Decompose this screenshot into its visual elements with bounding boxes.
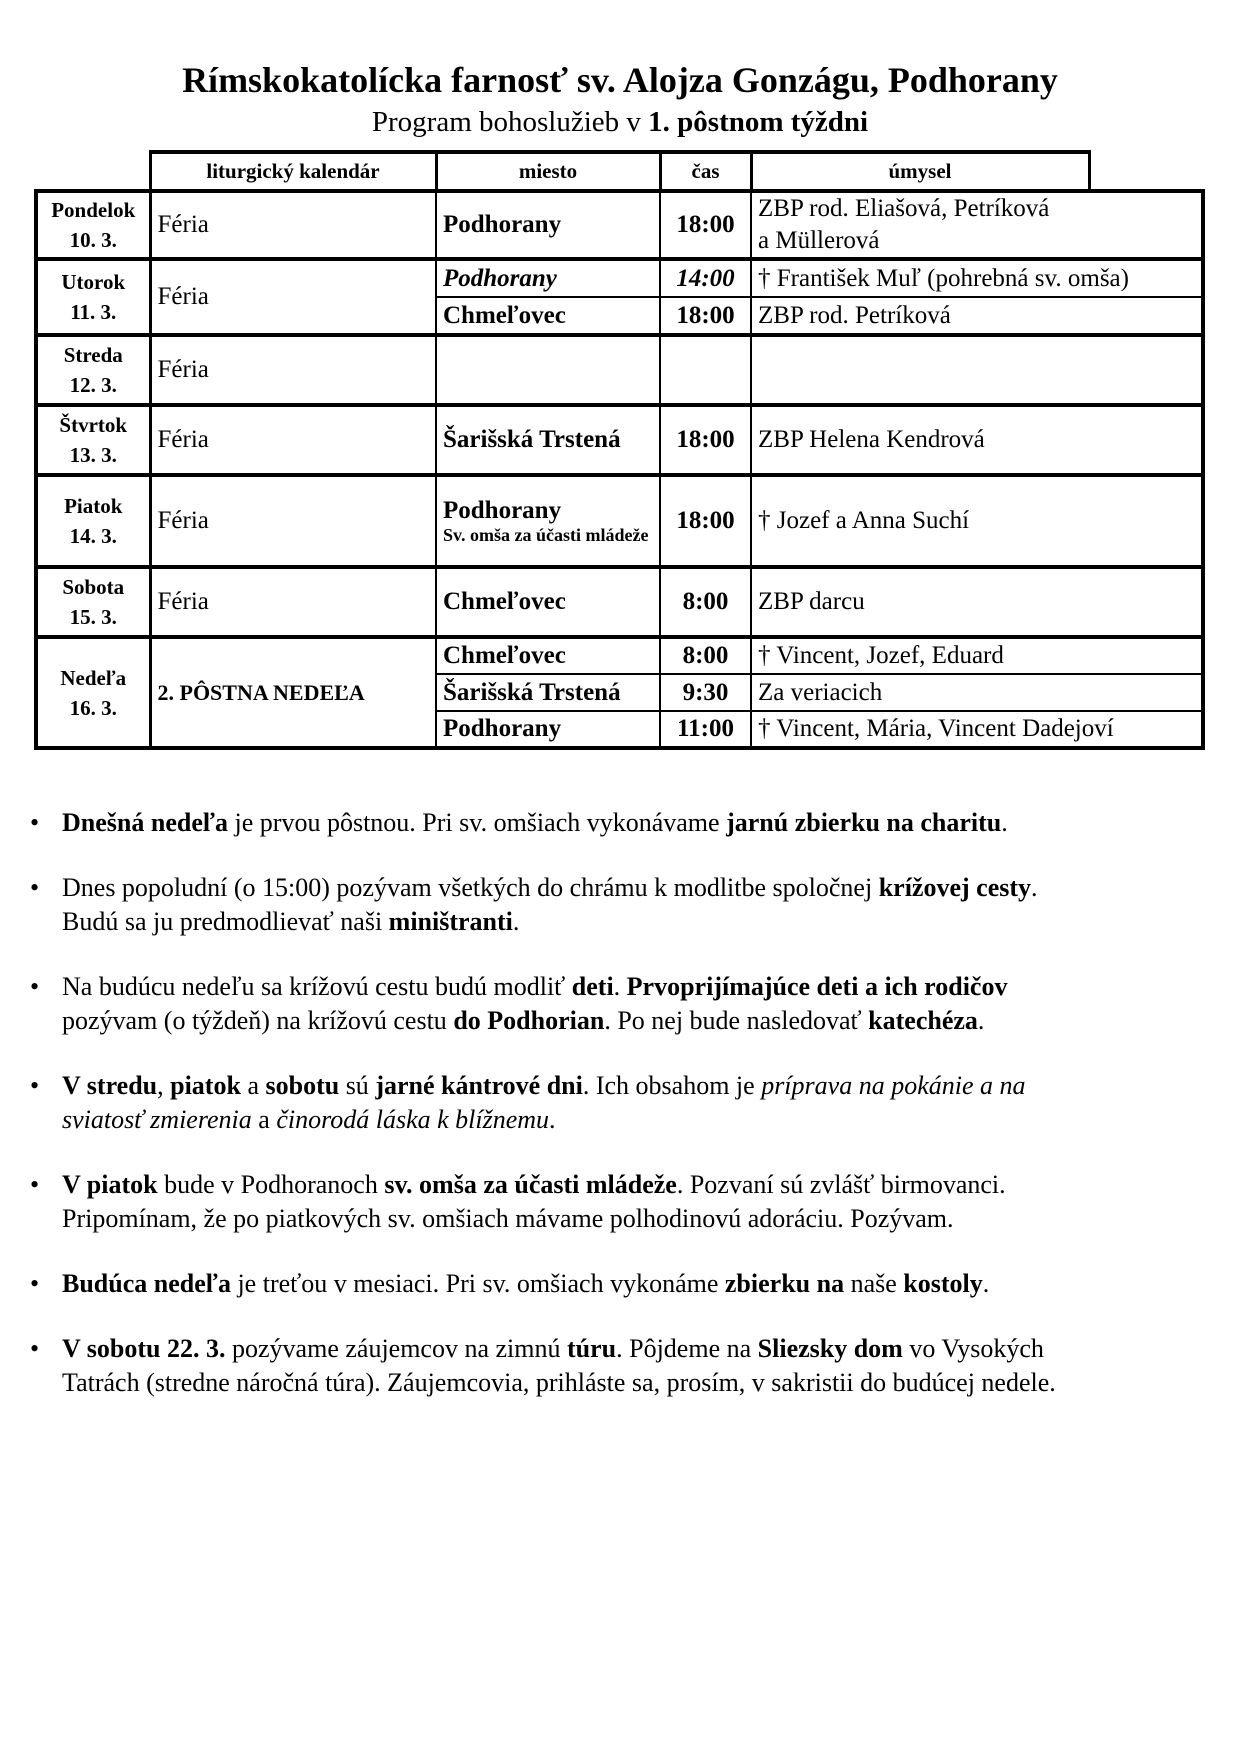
day-name: Štvrtok [59,413,128,437]
subtitle-week: 1. pôstnom týždni [648,106,869,138]
place-cell: Podhorany [436,259,660,297]
emphasis-text: katechéza [868,1006,978,1035]
intention-cell: † Vincent, Jozef, Eduard [751,637,1203,674]
page-subtitle [0,104,1240,140]
emphasis-text: Dnešná nedeľa [62,808,229,837]
announcement-text: je prvou pôstnou. Pri sv. omšiach vykonávame [228,808,727,837]
table-header-row [36,152,1203,191]
bullet-icon: • [30,873,40,902]
time-cell [660,335,751,405]
announcement-text: . [512,907,520,936]
table-row [36,335,1203,405]
announcement-text: . [1031,873,1038,902]
announcement-text: . [549,1105,556,1134]
announcement-text: , [157,1071,171,1100]
announcements-list [28,806,1208,1431]
intention-cell [751,335,1203,405]
time-cell: 8:00 [660,637,751,674]
subtitle-text: Program bohoslužieb v [371,106,649,138]
italic-text: činorodá láska k blížnemu [276,1105,550,1134]
place-cell [436,475,660,567]
announcement-text: pozývame záujemcov na zimnú [225,1334,567,1363]
announcement-text: . [982,1269,990,1298]
header-intention: úmysel [751,152,1089,191]
emphasis-text: sobotu [265,1071,340,1100]
intention-cell: Za veriacich [751,674,1203,711]
announcement-text: . Po nej bude nasledovať [604,1006,869,1035]
announcement-text: . [977,1006,985,1035]
day-date: 15. 3. [69,605,117,629]
day-cell [36,637,150,748]
calendar-cell: Féria [150,259,436,335]
intention-cell: ZBP darcu [751,567,1203,637]
table-row [36,191,1203,259]
emphasis-text: miništranti [388,907,513,936]
announcement-text: . [1001,808,1008,837]
bullet-icon: • [30,808,40,837]
announcement-text: je treťou v mesiaci. Pri sv. omšiach vykonáme [230,1269,725,1298]
emphasis-text: jarné kántrové dni [375,1071,583,1100]
header-blank-cell [1089,152,1203,191]
day-date: 10. 3. [69,228,117,252]
intention-cell: † František Muľ (pohrebná sv. omša) [751,259,1203,297]
time-cell: 18:00 [660,405,751,475]
intention-cell [751,191,1203,259]
emphasis-text: do Podhorian [453,1006,605,1035]
italic-text: príprava na pokánie a na [761,1071,1026,1100]
announcement-text: bude v Podhoranoch [157,1170,385,1199]
announcement-item [28,1267,1208,1301]
day-cell [36,191,150,259]
emphasis-text: Sliezsky dom [757,1334,903,1363]
intention-cell: ZBP Helena Kendrová [751,405,1203,475]
day-date: 13. 3. [69,443,117,467]
place-name: Podhorany [443,496,562,524]
announcement-item [28,1168,1208,1236]
time-cell: 11:00 [660,711,751,748]
day-name: Sobota [62,575,125,599]
announcement-item [28,806,1208,840]
day-date: 11. 3. [70,300,117,324]
time-cell: 18:00 [660,475,751,567]
emphasis-text: túru [567,1334,617,1363]
calendar-cell: Féria [150,405,436,475]
announcement-text: . Pôjdeme na [616,1334,758,1363]
announcement-text: Na budúcu nedeľu sa krížovú cestu budú modliť [62,972,572,1001]
bullet-icon: • [30,1170,40,1199]
header-liturgical-calendar: liturgický kalendár [150,152,436,191]
day-cell [36,405,150,475]
table-row [36,637,1203,674]
emphasis-text: deti [571,972,614,1001]
place-cell: Chmeľovec [436,637,660,674]
announcement-text: a [251,1105,277,1134]
day-cell [36,567,150,637]
announcement-text: Tatrách (stredne náročná túra). Záujemcovia, prihláste sa, prosím, v sakristii do budúcej nedele. [62,1368,1056,1397]
header-time: čas [660,152,751,191]
announcement-item [28,1069,1208,1137]
table-row [36,259,1203,297]
announcement-text: naše [844,1269,904,1298]
announcement-text: pozývam (o týždeň) na krížovú cestu [62,1006,454,1035]
table-row [36,405,1203,475]
emphasis-text: jarnú zbierku na charitu [726,808,1002,837]
day-cell [36,335,150,405]
announcement-text: . [613,972,627,1001]
place-note: Sv. omša za účasti mládeže [443,524,649,545]
day-cell [36,259,150,335]
intention-line: a Müllerová [758,227,880,254]
announcement-text: Dnes popoludní (o 15:00) pozývam všetkých do chrámu k modlitbe spoločnej [62,873,879,902]
day-name: Piatok [64,494,123,518]
bullet-icon: • [30,1269,40,1298]
bullet-icon: • [30,1071,40,1100]
announcement-text: Pripomínam, že po piatkových sv. omšiach mávame polhodinovú adoráciu. Pozývam. [62,1204,954,1233]
announcement-item [28,970,1208,1038]
place-cell: Podhorany [436,711,660,748]
bullet-icon: • [30,1334,40,1363]
day-date: 16. 3. [69,695,117,720]
place-cell: Chmeľovec [436,297,660,335]
calendar-cell: 2. PÔSTNA NEDEĽA [150,637,436,748]
italic-text: sviatosť zmierenia [62,1105,252,1134]
emphasis-text: V sobotu 22. 3. [62,1334,226,1363]
mass-schedule-table [34,150,1205,750]
bullet-icon: • [30,972,40,1001]
emphasis-text: krížovej cesty [878,873,1032,902]
time-cell: 8:00 [660,567,751,637]
day-name: Pondelok [51,198,136,222]
day-date: 12. 3. [69,373,117,397]
time-cell: 9:30 [660,674,751,711]
calendar-cell: Féria [150,475,436,567]
calendar-cell: Féria [150,335,436,405]
emphasis-text: piatok [170,1071,241,1100]
place-cell: Chmeľovec [436,567,660,637]
intention-cell: † Jozef a Anna Suchí [751,475,1203,567]
day-name: Nedeľa [60,665,127,690]
emphasis-text: Budúca nedeľa [62,1269,231,1298]
emphasis-text: V piatok [62,1170,158,1199]
page-title: Rímskokatolícka farnosť sv. Alojza Gonzágu, Podhorany [182,60,1058,100]
table-row [36,567,1203,637]
emphasis-text: kostoly [903,1269,983,1298]
emphasis-text: Prvoprijímajúce deti a ich rodičov [626,972,1008,1001]
calendar-cell: Féria [150,567,436,637]
time-cell: 18:00 [660,297,751,335]
place-cell: Podhorany [436,191,660,259]
announcement-text: . Pozvaní sú zvlášť birmovanci. [676,1170,1006,1199]
announcement-text: a [240,1071,266,1100]
emphasis-text: zbierku na [724,1269,845,1298]
place-cell [436,335,660,405]
time-cell: 14:00 [660,259,751,297]
header-place: miesto [436,152,660,191]
announcement-text: vo Vysokých [902,1334,1044,1363]
intention-cell: ZBP rod. Petríková [751,297,1203,335]
calendar-cell: Féria [150,191,436,259]
table-row [36,475,1203,567]
announcement-item [28,871,1208,939]
day-name: Utorok [61,270,126,294]
intention-line: ZBP rod. Eliašová, Petríková [758,195,1050,222]
place-cell: Šarišská Trstená [436,405,660,475]
announcement-text: Budú sa ju predmodlievať naši [62,907,389,936]
time-cell: 18:00 [660,191,751,259]
announcement-text: . Ich obsahom je [582,1071,762,1100]
emphasis-text: sv. omša za účasti mládeže [384,1170,677,1199]
day-name: Streda [63,343,123,367]
day-date: 14. 3. [69,524,117,548]
place-cell: Šarišská Trstená [436,674,660,711]
intention-cell: † Vincent, Mária, Vincent Dadejoví [751,711,1203,748]
emphasis-text: V stredu [62,1071,158,1100]
announcement-item [28,1332,1208,1400]
announcement-text: sú [339,1071,376,1100]
header-blank-cell [36,152,150,191]
day-cell [36,475,150,567]
